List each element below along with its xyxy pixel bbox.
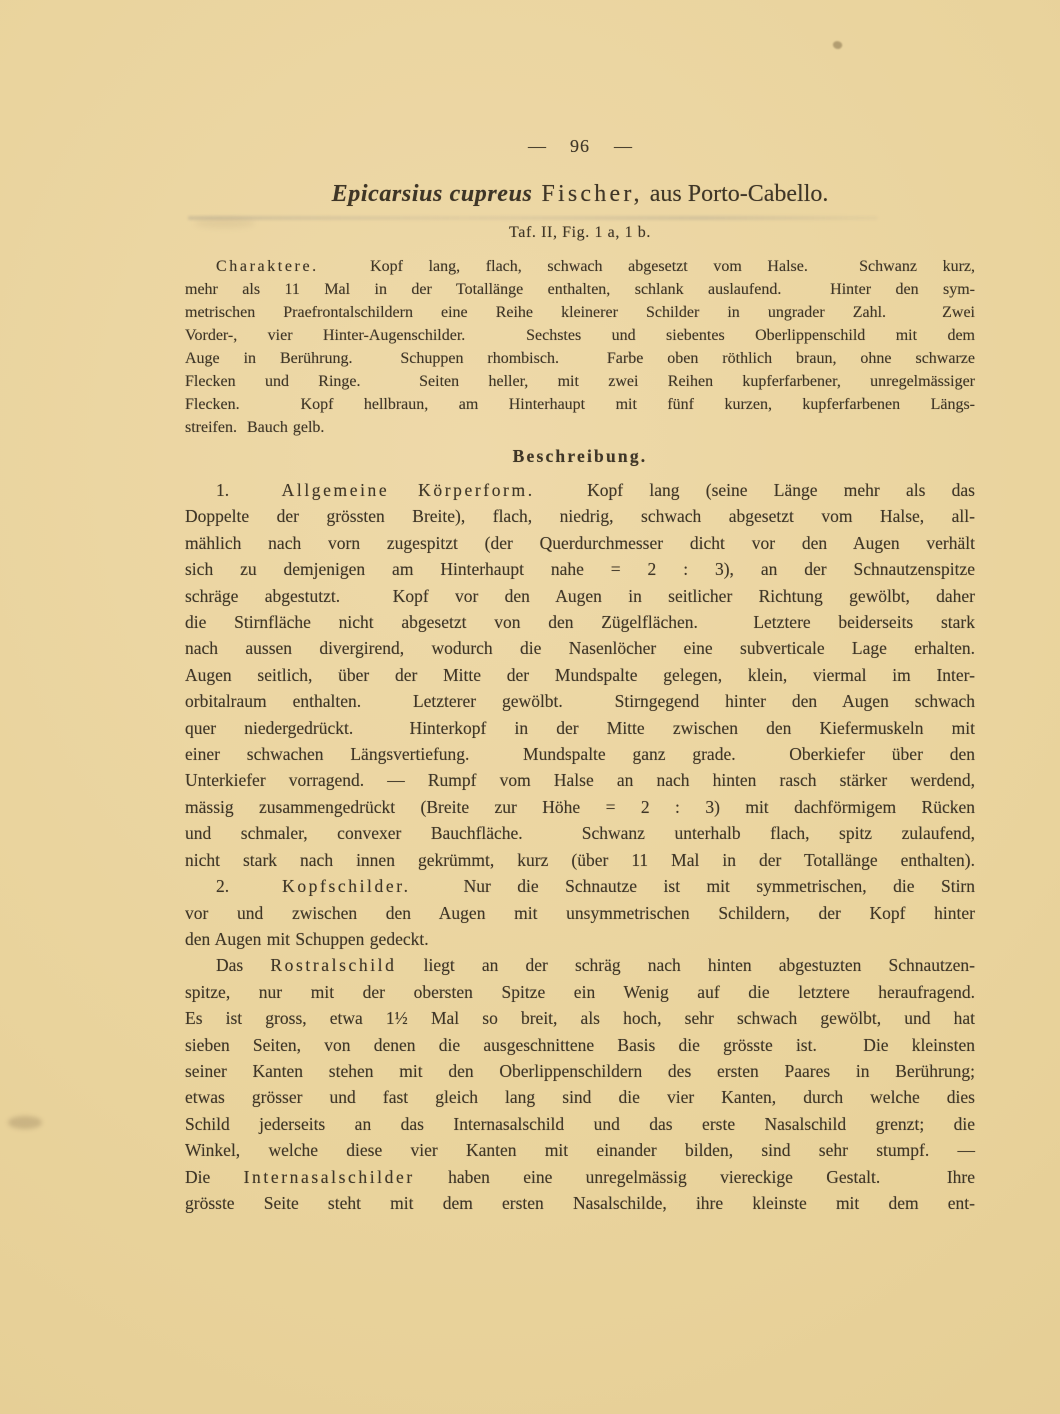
text-run: mässig zusammengedrückt (Breite zur Höhe = 2 : 3) mit dachförmigem Rücken xyxy=(185,796,975,817)
text-line xyxy=(185,1164,975,1190)
text-column xyxy=(185,0,975,1414)
figure-caption: Taf. II, Fig. 1 a, 1 b. xyxy=(509,224,651,241)
text-run: mählich nach vorn zugespitzt (der Querdurchmesser dicht vor den Augen verhält xyxy=(185,532,975,553)
text-line xyxy=(185,979,975,1005)
text-run: Flecken und Ringe. Seiten heller, mit zwei Reihen kupferfarbener, unregelmässiger xyxy=(185,373,975,390)
text-line xyxy=(185,926,975,952)
text-run: Doppelte der grössten Breite), flach, niedrig, schwach abgesetzt vom Halse, all- xyxy=(185,506,975,527)
text-line xyxy=(185,393,975,416)
section-heading: Beschreibung. xyxy=(512,446,648,466)
text-run: 1. xyxy=(216,480,282,500)
text-run: vor und zwischen den Augen mit unsymmetrischen Schildern, der Kopf hinter xyxy=(185,902,975,923)
text-run: sich zu demjenigen am Hinterhaupt nahe = 2 : 3), an der Schnautzenspitze xyxy=(185,559,975,580)
text-run: Auge in Berührung. Schuppen rhombisch. Farbe oben röthlich braun, ohne schwarze xyxy=(185,350,975,367)
text-line xyxy=(185,1032,975,1058)
paragraph xyxy=(185,873,975,952)
text-line xyxy=(185,1005,975,1031)
text-line xyxy=(185,873,975,899)
text-line xyxy=(185,1084,975,1110)
text-run: haben eine unregelmässig viereckige Gestalt. Ihre xyxy=(414,1166,975,1187)
text-line xyxy=(185,503,975,529)
species-name: Epicarsius cupreus xyxy=(331,181,533,207)
text-line xyxy=(185,347,975,370)
page-number: 96 xyxy=(570,136,590,156)
text-line xyxy=(185,477,975,503)
text-run: Nur die Schnautze ist mit symmetrischen, die Stirn xyxy=(410,876,976,897)
text-line xyxy=(185,952,975,978)
author-name: Fischer, xyxy=(541,181,643,207)
text-line xyxy=(185,794,975,820)
paragraph xyxy=(185,255,975,439)
text-run: Augen seitlich, über der Mitte der Mundspalte gelegen, klein, viermal im Inter- xyxy=(185,664,975,685)
paragraph xyxy=(185,952,975,1216)
text-line xyxy=(185,1137,975,1163)
text-line xyxy=(185,255,975,278)
spaced-term: Charaktere. xyxy=(216,258,319,275)
paragraph xyxy=(185,477,975,873)
text-run: Das xyxy=(216,955,271,976)
text-run: grösste Seite steht mit dem ersten Nasalschilde, ihre kleinste mit dem ent- xyxy=(185,1192,975,1213)
text-run: streifen. Bauch gelb. xyxy=(185,419,325,436)
text-line xyxy=(185,556,975,582)
text-run: Schild jederseits an das Internasalschild und das erste Nasalschild grenzt; die xyxy=(185,1113,975,1134)
text-line xyxy=(185,1190,975,1216)
page-header xyxy=(185,136,975,157)
text-line xyxy=(185,609,975,635)
text-line xyxy=(185,301,975,324)
locality-text: aus Porto-Cabello. xyxy=(649,181,829,207)
page-edge-smudge xyxy=(8,1116,42,1129)
text-line xyxy=(185,741,975,767)
text-line xyxy=(185,847,975,873)
text-run: einer schwachen Längsvertiefung. Mundspalte ganz grade. Oberkiefer über den xyxy=(185,744,975,765)
text-line xyxy=(185,1111,975,1137)
text-line xyxy=(185,688,975,714)
text-line xyxy=(185,416,975,439)
text-run: orbitalraum enthalten. Letzterer gewölbt. Stirngegend hinter den Augen schwach xyxy=(185,691,975,712)
text-line xyxy=(185,1058,975,1084)
text-body xyxy=(185,255,975,1216)
text-line xyxy=(185,370,975,393)
text-run: sieben Seiten, von denen die ausgeschnittene Basis die grösste ist. Die kleinsten xyxy=(185,1034,975,1055)
text-run: metrischen Praefrontalschildern eine Reihe kleinerer Schilder in ungrader Zahl. Zwei xyxy=(185,304,975,321)
text-line xyxy=(185,662,975,688)
text-run: quer niedergedrückt. Hinterkopf in der Mitte zwischen den Kiefermuskeln mit xyxy=(185,717,975,738)
text-line xyxy=(185,635,975,661)
spaced-term: Kopfschilder. xyxy=(282,876,411,897)
text-run: 2. xyxy=(216,876,283,897)
text-run: mehr als 11 Mal in der Totallänge enthalten, schlank auslaufend. Hinter den sym- xyxy=(185,281,975,298)
text-line xyxy=(185,324,975,347)
text-line xyxy=(185,900,975,926)
text-run: Die xyxy=(185,1166,244,1187)
text-line xyxy=(185,715,975,741)
text-run: etwas grösser und fast gleich lang sind die vier Kanten, durch welche dies xyxy=(185,1087,975,1108)
text-line xyxy=(185,820,975,846)
text-run: die Stirnfläche nicht abgesetzt von den Zügelflächen. Letztere beiderseits stark xyxy=(185,612,975,633)
text-run: Kopf lang (seine Länge mehr als das xyxy=(534,480,975,500)
text-run: seiner Kanten stehen mit den Oberlippenschildern des ersten Paares in Berührung; xyxy=(185,1060,975,1081)
header-dash-left: — xyxy=(528,136,546,156)
spaced-term: Rostralschild xyxy=(270,955,397,976)
text-run: Es ist gross, etwa 1½ Mal so breit, als hoch, sehr schwach gewölbt, und hat xyxy=(185,1008,975,1029)
text-run: Vorder-, vier Hinter-Augenschilder. Sechstes und siebentes Oberlippenschild mit dem xyxy=(185,327,975,344)
spaced-term: Internasalschilder xyxy=(243,1166,415,1187)
text-run: Winkel, welche diese vier Kanten mit einander bilden, sind sehr stumpf. — xyxy=(185,1140,975,1161)
article-title xyxy=(185,181,975,208)
text-run: Kopf lang, flach, schwach abgesetzt vom Halse. Schwanz kurz, xyxy=(318,258,975,275)
header-dash-right: — xyxy=(614,136,632,156)
spaced-term: Allgemeine Körperform. xyxy=(281,480,535,500)
text-line xyxy=(185,278,975,301)
text-run: und schmaler, convexer Bauchfläche. Schwanz unterhalb flach, spitz zulaufend, xyxy=(185,823,975,844)
text-run: spitze, nur mit der obersten Spitze ein Wenig auf die letztere heraufragend. xyxy=(185,981,975,1002)
text-run: liegt an der schräg nach hinten abgestuzten Schnautzen- xyxy=(396,955,975,976)
text-run: Unterkiefer vorragend. — Rumpf vom Halse an nach hinten rasch stärker werdend, xyxy=(185,770,975,791)
text-line xyxy=(185,767,975,793)
text-run: Flecken. Kopf hellbraun, am Hinterhaupt mit fünf kurzen, kupferfarbenen Längs- xyxy=(185,396,975,413)
text-run: schräge abgestutzt. Kopf vor den Augen in seitlicher Richtung gewölbt, daher xyxy=(185,585,975,606)
text-line xyxy=(185,583,975,609)
text-run: nach aussen divergirend, wodurch die Nasenlöcher eine subverticale Lage erhalten. xyxy=(185,638,975,659)
text-line xyxy=(185,530,975,556)
text-run: den Augen mit Schuppen gedeckt. xyxy=(185,928,429,949)
text-run: nicht stark nach innen gekrümmt, kurz (über 11 Mal in der Totallänge enthalten). xyxy=(185,849,975,870)
